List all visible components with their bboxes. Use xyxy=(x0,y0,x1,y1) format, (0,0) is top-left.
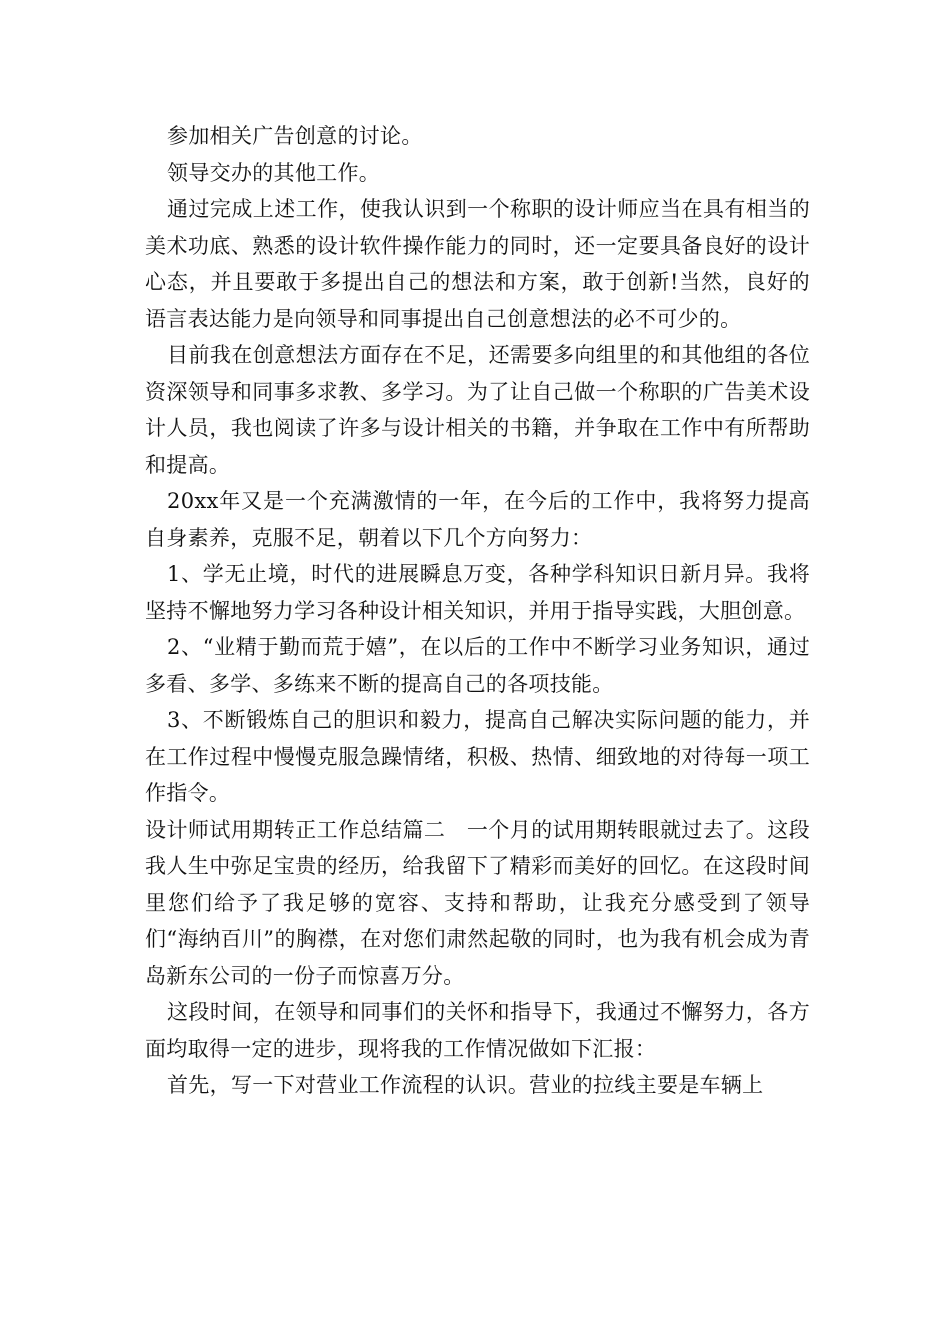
paragraph-shortcomings: 目前我在创意想法方面存在不足，还需要多向组里的和其他组的各位资深领导和同事多求教、多学习。为了让自己做一个称职的广告美术设计人员，我也阅读了许多与设计相关的书籍，并争取在工作中有所帮助和提高。 xyxy=(145,343,810,477)
paragraph-goal-2: 2、“业精于勤而荒于嬉”，在以后的工作中不断学习业务知识，通过多看、多学、多练来不断的提高自己的各项技能。 xyxy=(145,635,810,696)
paragraph-new-year-goals: 20xx年又是一个充满激情的一年，在今后的工作中，我将努力提高自身素养，克服不足，朝着以下几个方向努力： xyxy=(145,489,810,550)
paragraph-other-tasks: 领导交办的其他工作。 xyxy=(167,160,381,185)
paragraph-workflow: 首先，写一下对营业工作流程的认识。营业的拉线主要是车辆上 xyxy=(167,1073,764,1097)
paragraph-progress-report: 这段时间，在领导和同事们的关怀和指导下，我通过不懈努力，各方面均取得一定的进步，现将我的工作情况做如下汇报： xyxy=(145,1000,810,1061)
document-body xyxy=(145,118,810,1104)
paragraph-designer-qualities: 通过完成上述工作，使我认识到一个称职的设计师应当在具有相当的美术功底、熟悉的设计软件操作能力的同时，还一定要具备良好的设计心态，并且要敢于多提出自己的想法和方案，敢于创新!当然，良好的语言表达能力是向领导和同事提出自己创意想法的必不可少的。 xyxy=(145,197,810,331)
paragraph-goal-3: 3、不断锻炼自己的胆识和毅力，提高自己解决实际问题的能力，并在工作过程中慢慢克服急躁情绪，积极、热情、细致地的对待每一项工作指令。 xyxy=(145,708,810,805)
paragraph-ad-discussion: 参加相关广告创意的讨论。 xyxy=(167,124,423,148)
paragraph-goal-1: 1、学无止境，时代的进展瞬息万变，各种学科知识日新月异。我将坚持不懈地努力学习各种设计相关知识，并用于指导实践，大胆创意。 xyxy=(145,562,810,623)
paragraph-section-two-heading: 设计师试用期转正工作总结篇二 一个月的试用期转眼就过去了。这段我人生中弥足宝贵的经历，给我留下了精彩而美好的回忆。在这段时间里您们给予了我足够的宽容、支持和帮助，让我充分感受到了领导们“海纳百川”的胸襟，在对您们肃然起敬的同时，也为我有机会成为青岛新东公司的一份子而惊喜万分。 xyxy=(145,817,810,988)
